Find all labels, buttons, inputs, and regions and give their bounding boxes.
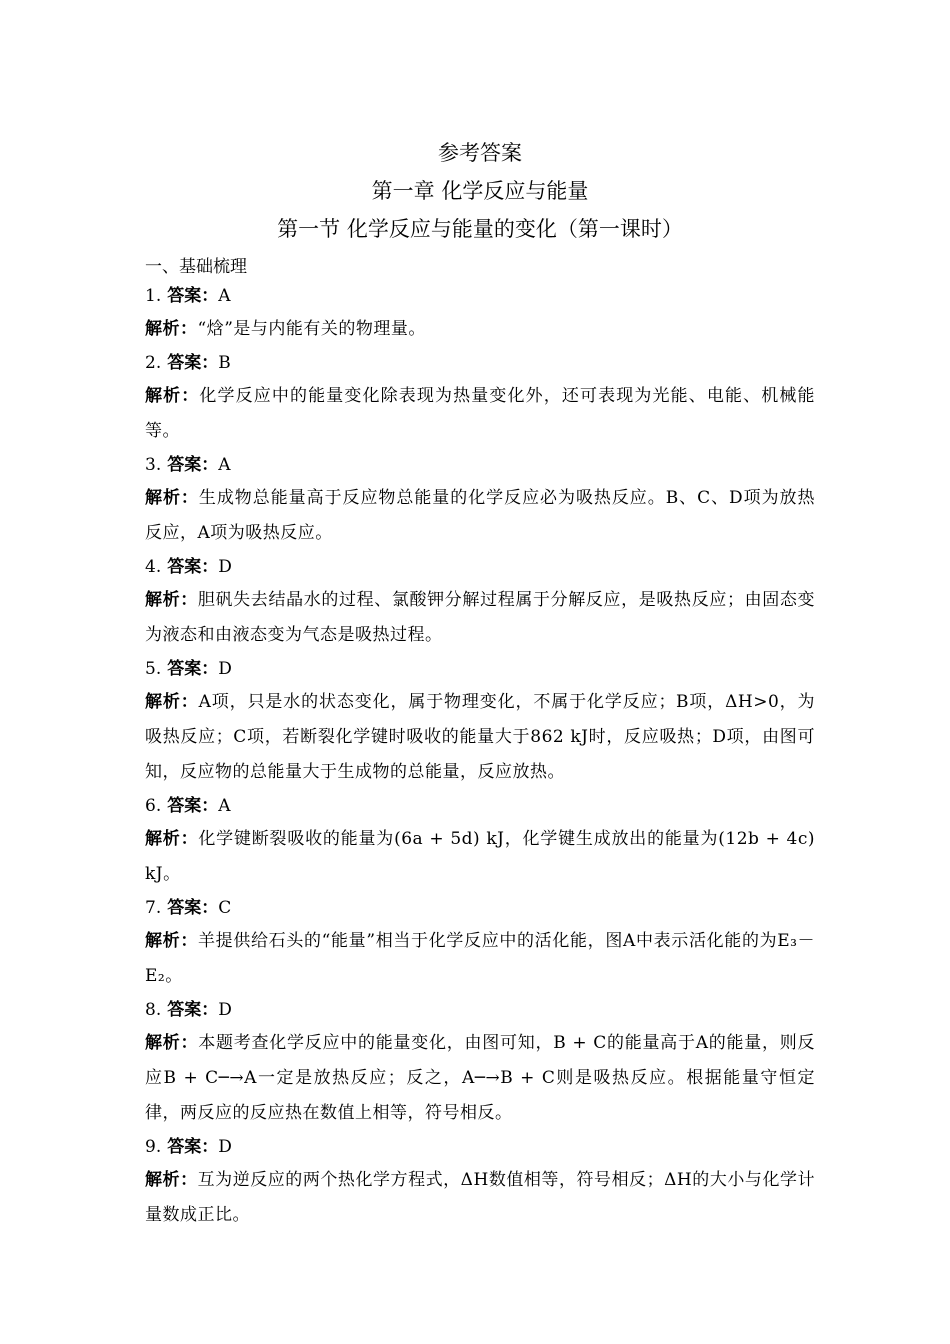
part-heading: 一、基础梳理	[145, 257, 247, 277]
analysis-text: 本题考查化学反应中的能量变化，由图可知，B + C的能量高于A的能量，则反应B + C─→A一定是放热反应；反之，A─→B + C则是吸热反应。根据能量守恒定律，两反应的反应热在数值上相等，符号相反。	[145, 1033, 816, 1123]
analysis-line	[145, 583, 815, 653]
answer-label: 答案：	[167, 1137, 219, 1157]
answer-label: 答案：	[167, 659, 219, 679]
analysis-text: 胆矾失去结晶水的过程、氯酸钾分解过程属于分解反应，是吸热反应；由固态变为液态和由液态变为气态是吸热过程。	[145, 590, 815, 645]
answer-item	[145, 347, 815, 449]
answer-line	[145, 653, 815, 685]
question-number: 8.	[145, 1000, 162, 1020]
answer-list	[145, 280, 815, 1233]
analysis-label: 解析：	[145, 590, 198, 610]
answer-label: 答案：	[167, 557, 219, 577]
question-number: 6.	[145, 796, 162, 816]
answer-value: C	[218, 898, 232, 918]
analysis-label: 解析：	[145, 1170, 198, 1190]
answer-label: 答案：	[167, 455, 219, 475]
answer-item	[145, 551, 815, 653]
answer-line	[145, 449, 815, 481]
analysis-line	[145, 822, 815, 892]
answer-value: D	[218, 557, 232, 577]
answer-line	[145, 551, 815, 583]
analysis-line	[145, 312, 815, 347]
answer-value: B	[218, 353, 231, 373]
answer-value: D	[218, 1000, 232, 1020]
answer-value: D	[218, 1137, 232, 1157]
answer-line	[145, 1131, 815, 1163]
answer-label: 答案：	[167, 286, 219, 306]
analysis-label: 解析：	[145, 386, 200, 406]
answer-value: A	[218, 796, 231, 816]
question-number: 5.	[145, 659, 162, 679]
answer-label: 答案：	[167, 898, 219, 918]
document-page	[145, 136, 815, 1233]
answer-value: D	[218, 659, 232, 679]
question-number: 1.	[145, 286, 162, 306]
answer-line	[145, 892, 815, 924]
answer-item	[145, 892, 815, 994]
analysis-label: 解析：	[145, 829, 199, 849]
question-number: 2.	[145, 353, 162, 373]
analysis-line	[145, 379, 815, 449]
analysis-text: A项，只是水的状态变化，属于物理变化，不属于化学反应；B项，ΔH>0，为吸热反应；C项，若断裂化学键时吸收的能量大于862 kJ时，反应吸热；D项，由图可知，反应物的总能量大于生成物的总能量，反应放热。	[145, 692, 815, 782]
question-number: 3.	[145, 455, 162, 475]
analysis-text: 化学反应中的能量变化除表现为热量变化外，还可表现为光能、电能、机械能等。	[145, 386, 815, 441]
answer-line	[145, 790, 815, 822]
analysis-text: 化学键断裂吸收的能量为(6a + 5d) kJ，化学键生成放出的能量为(12b + 4c) kJ。	[145, 829, 816, 884]
analysis-line	[145, 685, 815, 790]
question-number: 4.	[145, 557, 162, 577]
analysis-text: “焓”是与内能有关的物理量。	[197, 319, 426, 339]
analysis-label: 解析：	[145, 692, 199, 712]
analysis-label: 解析：	[145, 488, 199, 508]
analysis-line	[145, 1026, 815, 1131]
answer-line	[145, 994, 815, 1026]
answer-value: A	[218, 455, 231, 475]
answer-item	[145, 653, 815, 790]
question-number: 7.	[145, 898, 162, 918]
analysis-label: 解析：	[145, 319, 198, 339]
answer-item	[145, 1131, 815, 1233]
answer-label: 答案：	[167, 353, 219, 373]
answer-line	[145, 347, 815, 379]
answer-item	[145, 280, 815, 347]
answer-item	[145, 790, 815, 892]
chapter-title: 第一章 化学反应与能量	[371, 179, 589, 203]
answer-value: A	[218, 286, 231, 306]
analysis-text: 互为逆反应的两个热化学方程式，ΔH数值相等，符号相反；ΔH的大小与化学计量数成正比。	[145, 1170, 816, 1225]
answer-item	[145, 994, 815, 1131]
answer-line	[145, 280, 815, 312]
answer-label: 答案：	[167, 1000, 219, 1020]
analysis-line	[145, 481, 815, 551]
analysis-line	[145, 1163, 815, 1233]
analysis-line	[145, 924, 815, 994]
document-title: 参考答案	[438, 141, 522, 165]
question-number: 9.	[145, 1137, 162, 1157]
analysis-text: 羊提供给石头的“能量”相当于化学反应中的活化能，图A中表示活化能的为E₃－E₂。	[145, 931, 815, 986]
analysis-label: 解析：	[145, 931, 198, 951]
answer-item	[145, 449, 815, 551]
analysis-text: 生成物总能量高于反应物总能量的化学反应必为吸热反应。B、C、D项为放热反应，A项为吸热反应。	[145, 488, 815, 543]
section-title: 第一节 化学反应与能量的变化（第一课时）	[277, 217, 683, 241]
answer-label: 答案：	[167, 796, 219, 816]
analysis-label: 解析：	[145, 1033, 199, 1053]
